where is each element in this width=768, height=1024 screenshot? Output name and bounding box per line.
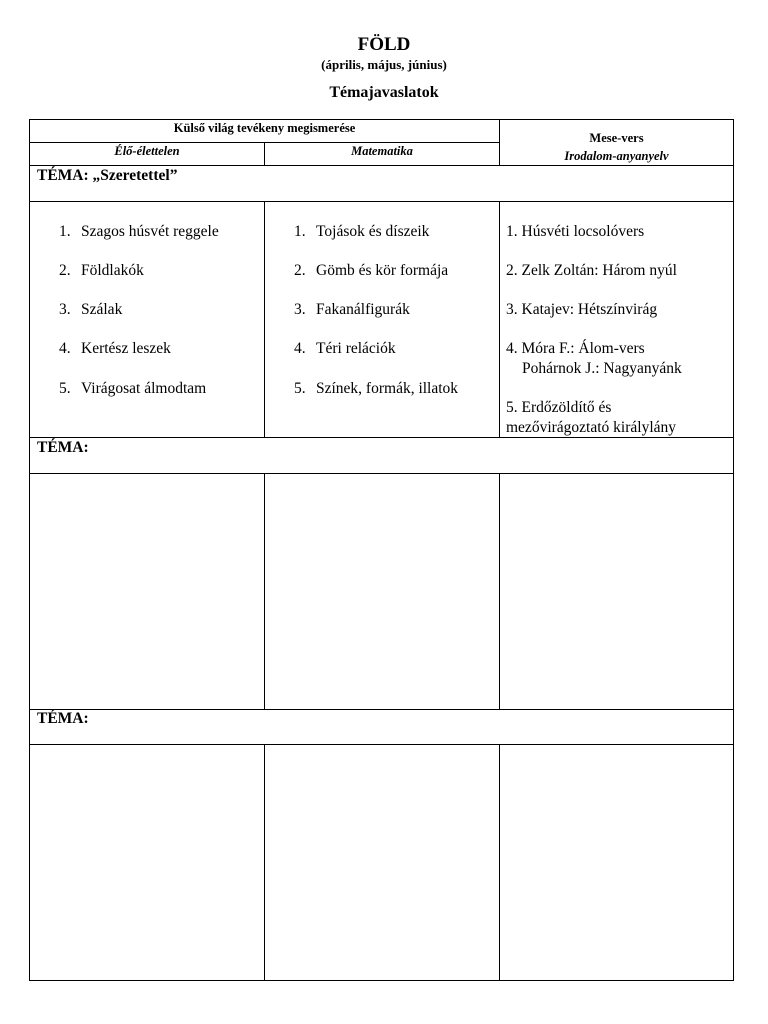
- list-item: [294, 339, 498, 359]
- list-item-continuation: Pohárnok J.: Nagyanyánk: [522, 360, 682, 377]
- section1-col-divider-a: [264, 201, 265, 438]
- item-text: Földlakók: [81, 262, 144, 279]
- item-number: 3.: [294, 301, 306, 318]
- list-item: [294, 300, 498, 320]
- header-bottom-line: [29, 165, 734, 166]
- section3-col-divider-a: [264, 744, 265, 981]
- col1-header: Élő-élettelen: [114, 144, 180, 158]
- section-heading: Témajavaslatok: [329, 84, 439, 101]
- list-item: [294, 261, 498, 281]
- section3-col-divider-b: [499, 744, 500, 981]
- item-number: 3.: [59, 301, 71, 318]
- item-text: Szálak: [81, 301, 123, 318]
- list-item: 3. Katajev: Hétszínvirág: [506, 301, 658, 318]
- tema-label-2: TÉMA:: [37, 439, 89, 456]
- item-text: Tojások és díszeik: [316, 223, 430, 240]
- group-header: Külső világ tevékeny megismerése: [173, 121, 356, 135]
- table-bottom-border: [29, 980, 734, 981]
- col2-header: Matematika: [351, 144, 413, 158]
- item-number: 2.: [59, 262, 71, 279]
- tema-label-3: TÉMA:: [37, 710, 89, 727]
- item-number: 2.: [294, 262, 306, 279]
- tema-label-1: TÉMA: „Szeretettel”: [37, 167, 178, 184]
- item-text: Fakanálfigurák: [316, 301, 410, 318]
- item-number: 1.: [294, 223, 306, 240]
- list-item: [59, 379, 263, 399]
- list-item: 5. Erdőzöldítő és: [506, 399, 612, 416]
- list-item: [59, 300, 263, 320]
- section2-bottom-line: [29, 709, 734, 710]
- tema1-bottom-line: [29, 201, 734, 202]
- table-left-border: [29, 119, 30, 981]
- list-item: 1. Húsvéti locsolóvers: [506, 223, 645, 240]
- list-item: 4. Móra F.: Álom-vers: [506, 340, 645, 357]
- list-item-continuation: mezővirágoztató királylány: [506, 419, 677, 436]
- col3-header-line1: Mese-vers: [589, 131, 644, 145]
- item-text: Szagos húsvét reggele: [81, 223, 219, 240]
- tema2-bottom-line: [29, 473, 734, 474]
- page-subtitle: (április, május, június): [321, 57, 447, 72]
- item-number: 4.: [294, 340, 306, 357]
- list-item: 2. Zelk Zoltán: Három nyúl: [506, 262, 677, 279]
- item-number: 5.: [294, 380, 306, 397]
- list-item: [59, 339, 263, 359]
- item-number: 5.: [59, 380, 71, 397]
- table-right-border: [733, 119, 734, 981]
- list-item: [294, 222, 498, 242]
- list-item: [59, 261, 263, 281]
- list-item: [294, 379, 498, 399]
- col3-header-line2: Irodalom-anyanyelv: [564, 149, 669, 163]
- item-text: Virágosat álmodtam: [81, 380, 207, 397]
- item-number: 4.: [59, 340, 71, 357]
- item-text: Gömb és kör formája: [316, 262, 449, 279]
- page-title: FÖLD: [357, 34, 411, 55]
- section2-col-divider-a: [264, 473, 265, 710]
- item-text: Téri relációk: [316, 340, 396, 357]
- section1-col-divider-b: [499, 201, 500, 438]
- item-number: 1.: [59, 223, 71, 240]
- item-text: Színek, formák, illatok: [316, 380, 459, 397]
- section2-col-divider-b: [499, 473, 500, 710]
- table-top-border: [29, 119, 734, 120]
- list-item: [59, 222, 263, 242]
- item-text: Kertész leszek: [81, 340, 171, 357]
- tema3-bottom-line: [29, 744, 734, 745]
